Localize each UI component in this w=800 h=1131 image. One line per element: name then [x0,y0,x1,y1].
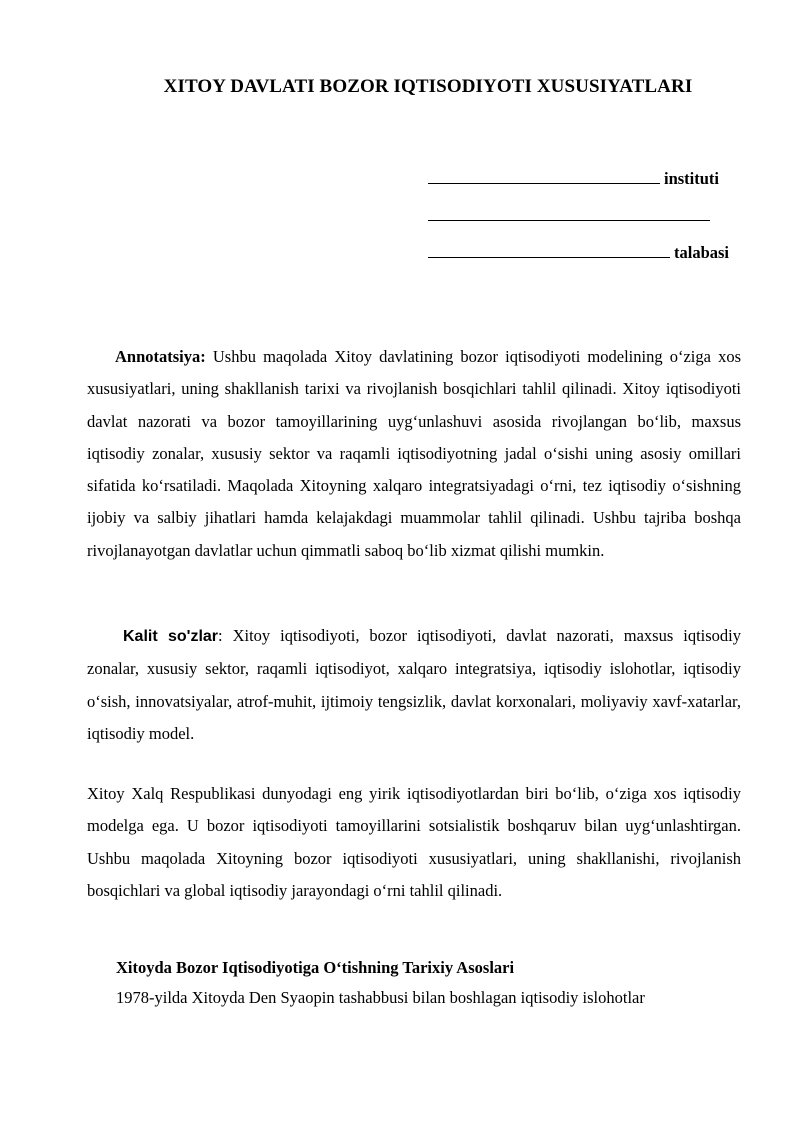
intro-paragraph: Xitoy Xalq Respublikasi dunyodagi eng yirik iqtisodiyotlardan biri bo‘lib, o‘ziga xos iqtisodiy modelga ega. U bozor iqtisodiyoti tamoyillarini sotsialistik boshqaruv bilan uyg‘unlashtirgan. Ushbu maqolada Xitoyning bozor iqtisodiyoti xususiyatlari, uning shakllanishi, rivojlanish bosqichlari va global iqtisodiy jarayondagi o‘rni tahlil qilinadi. [87,784,741,900]
keywords-label: Kalit so'zlar [123,628,219,645]
institute-blank-field [428,163,660,184]
author-info-block [428,163,758,274]
abstract-text: Ushbu maqolada Xitoy davlatining bozor iqtisodiyoti modelining o‘ziga xos xususiyatlari, uning shakllanish tarixi va rivojlanish bosqichlari tahlil qilinadi. Xitoy iqtisodiyoti davlat nazorati va bozor tamoyillarining uyg‘unlashuvi asosida rivojlangan bo‘lib, maxsus iqtisodiy zonalar, xususiy sektor va raqamli iqtisodiyotning jadal o‘sishi uning asosiy omillari sifatida ko‘rsatiladi. Maqolada Xitoyning xalqaro integratsiyadagi o‘rni, tez iqtisodiy o‘sishning ijobiy va salbiy jihatlari hamda kelajakdagi muammolar tahlil qilinadi. Ushbu tajriba boshqa rivojlanayotgan davlatlar uchun qimmatli saboq bo‘lib xizmat qilishi mumkin. [87,347,741,560]
student-blank-field [428,237,670,258]
student-label: talabasi [674,243,730,262]
institute-label: instituti [664,169,720,188]
abstract-label: Annotatsiya: [115,347,206,366]
document-title: XITOY DAVLATI BOZOR IQTISODIYOTI XUSUSIYATLARI [163,76,693,97]
keywords-paragraph [87,620,741,750]
section-first-line: 1978-yilda Xitoyda Den Syaopin tashabbusi bilan boshlagan iqtisodiy islohotlar [116,988,645,1007]
institute-line [428,163,758,200]
keywords-text: Xitoy iqtisodiyoti, bozor iqtisodiyoti, davlat nazorati, maxsus iqtisodiy zonalar, xususiy sektor, raqamli iqtisodiyot, xalqaro integratsiya, iqtisodiy islohotlar, iqtisodiy o‘sish, innovatsiyalar, atrof-muhit, ijtimoiy tengsizlik, davlat korxonalari, moliyaviy xavf-xatarlar, iqtisodiy model. [87,626,741,743]
student-line [428,237,758,274]
keywords-separator: : [218,626,223,645]
faculty-blank-field [428,200,710,221]
abstract-paragraph [87,341,741,567]
section-heading: Xitoyda Bozor Iqtisodiyotiga O‘tishning Tarixiy Asoslari [116,958,515,977]
faculty-line [428,200,758,237]
